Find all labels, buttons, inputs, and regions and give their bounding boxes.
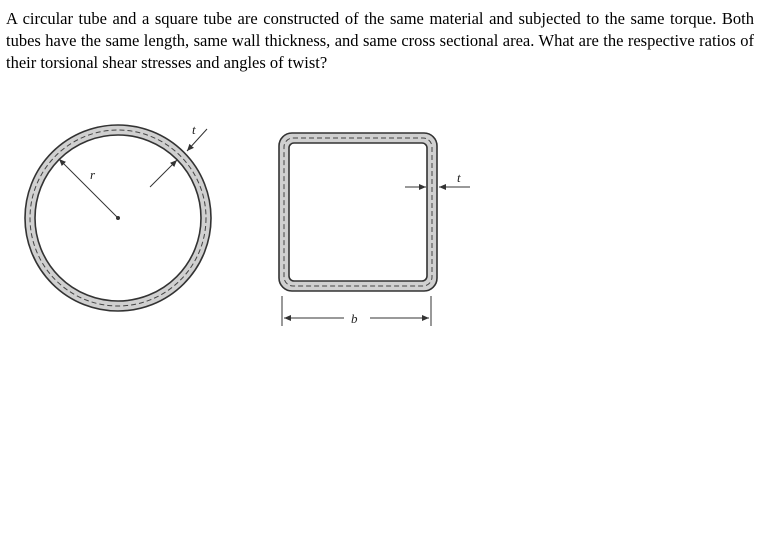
tube-cross-sections-figure [20,112,500,337]
circular-thickness-label: t [192,122,196,137]
tube-diagram [20,112,500,337]
radius-label: r [90,167,96,182]
thickness-arrow-outer [187,129,207,151]
circular-tube [25,122,211,311]
width-label: b [351,311,358,326]
radius-arrow [59,159,118,218]
square-tube-inner-edge [289,143,427,281]
thickness-arrow-inner [150,160,177,187]
square-tube-wall [284,138,432,286]
square-tube-outer-edge [279,133,437,291]
square-tube-midline [284,138,432,286]
square-thickness-label: t [457,170,461,185]
square-tube [279,133,470,326]
question-text: A circular tube and a square tube are constructed of the same material and subjected to the same torque. Both tubes have the same length, same wall thickness, and same cross sectional area. What are the respective ratios of their torsional shear stresses and angles of twist? [6,9,754,72]
